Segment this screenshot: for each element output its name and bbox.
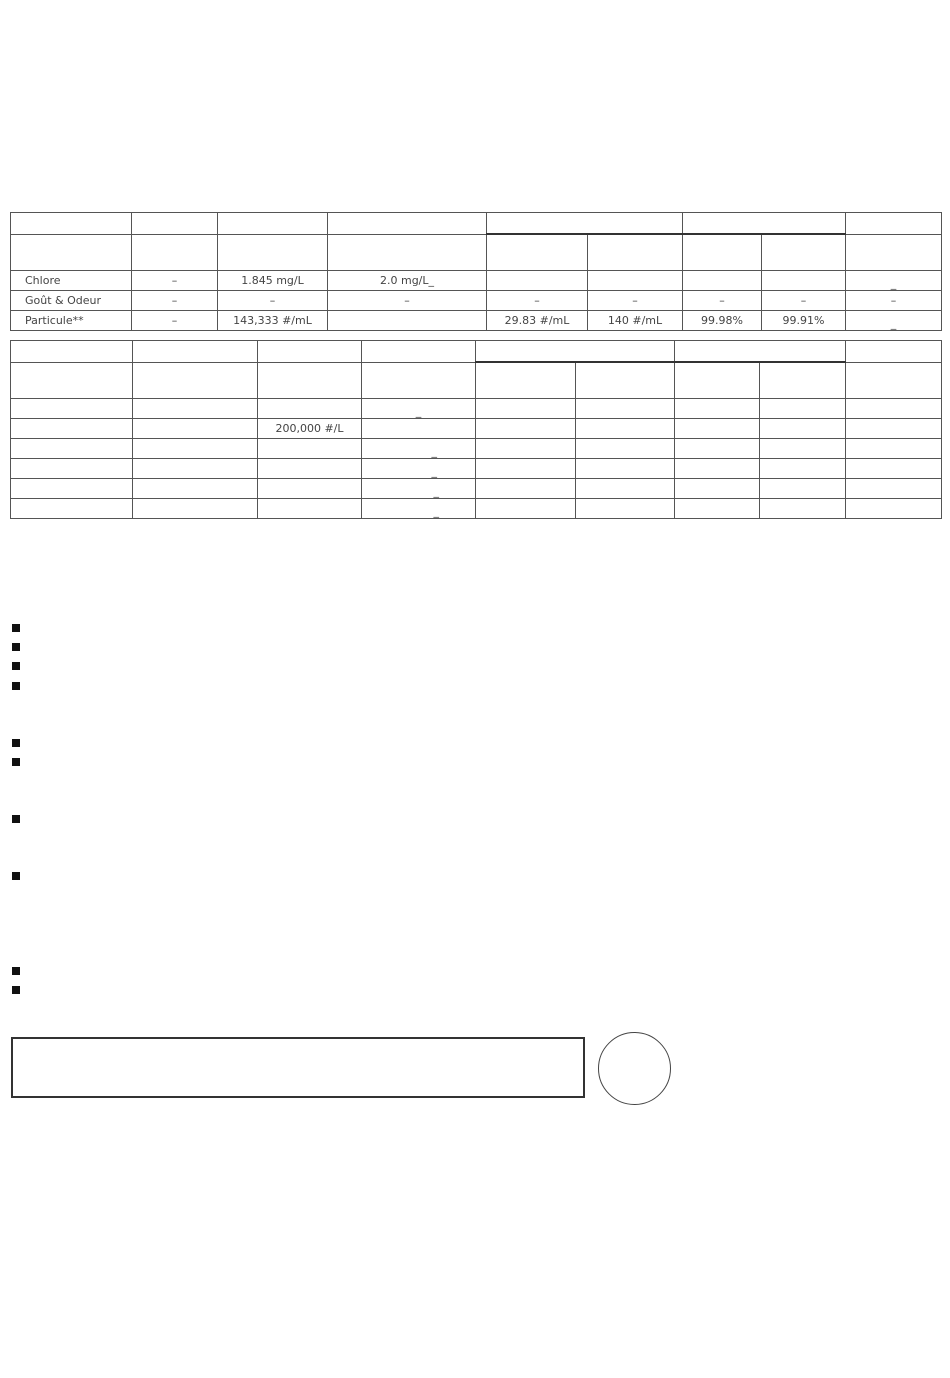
table-header-row: [11, 341, 942, 363]
header-cell: [218, 213, 328, 235]
bullet-icon: [12, 986, 20, 994]
header-cell: [328, 213, 487, 235]
notice-box: [11, 1037, 585, 1098]
table-row: Goût & Odeur – – – – – – – –: [11, 291, 942, 311]
table-row: _: [11, 499, 942, 519]
table-subheader-row: [11, 362, 942, 399]
bullet-icon: [12, 624, 20, 632]
table-row: _: [11, 479, 942, 499]
second-table: [10, 340, 942, 519]
table-header-row: [11, 213, 942, 235]
table-subheader-row: [11, 234, 942, 271]
bullet-icon: [12, 758, 20, 766]
table-row: _: [11, 399, 942, 419]
header-group-cell: [683, 213, 846, 235]
header-cell: [11, 213, 132, 235]
header-group-cell: [487, 213, 683, 235]
header-cell: [132, 213, 218, 235]
contaminant-cell: Chlore: [11, 271, 132, 291]
bullet-icon: [12, 815, 20, 823]
header-group-cell: [675, 341, 846, 363]
table-row: _: [11, 459, 942, 479]
bullet-icon: [12, 682, 20, 690]
header-group-cell: [476, 341, 675, 363]
table-row: 200,000 #/L: [11, 419, 942, 439]
bullet-icon: [12, 662, 20, 670]
contaminant-cell: Goût & Odeur: [11, 291, 132, 311]
performance-table: [10, 212, 942, 331]
table-row: _: [11, 439, 942, 459]
certification-seal-circle: [598, 1032, 671, 1105]
header-cell: [846, 213, 942, 235]
bullet-icon: [12, 967, 20, 975]
table-row: Particule** – 143,333 #/mL 29.83 #/mL 140 #/mL 99.98% 99.91% _: [11, 311, 942, 331]
table-row: Chlore – 1.845 mg/L 2.0 mg/L_ _: [11, 271, 942, 291]
contaminant-cell: Particule**: [11, 311, 132, 331]
bullet-icon: [12, 739, 20, 747]
bullet-icon: [12, 643, 20, 651]
bullet-icon: [12, 872, 20, 880]
